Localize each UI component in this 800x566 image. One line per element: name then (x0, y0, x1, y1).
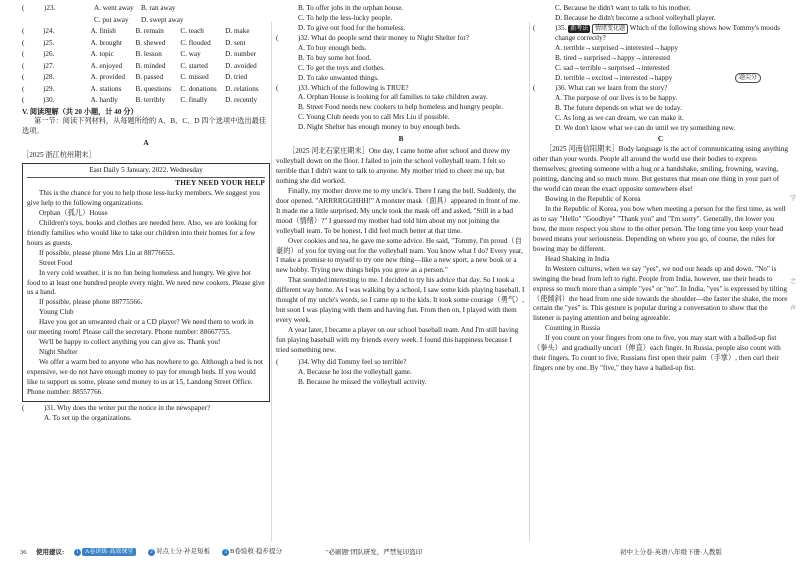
question-36 (533, 84, 788, 94)
cloze-option-d: D. sent (225, 38, 246, 47)
q32-option: D. To take unwanted things. (298, 73, 379, 82)
answer-blank[interactable]: ( (276, 33, 279, 42)
step-2 (148, 548, 210, 557)
answer-blank[interactable]: ( (22, 4, 25, 12)
passage-b-body (276, 147, 526, 356)
cloze-option-b: B. shewed (135, 38, 166, 47)
side-mark: 学 (790, 196, 797, 202)
notice-paragraph: We offer a warm bed to anyone who has nowhere to go. Although a bed is not expensive, we do not have enough money to pay for enough beds. If you would like to support us some, please send money to us at 15, Landong Street Office. Phone number: 88557766. (27, 358, 263, 396)
cloze-question-number: )30. (42, 96, 55, 104)
passage-b-label: B (398, 135, 404, 144)
cloze-option-a: A. stations (90, 84, 122, 93)
cloze-option-d: D. number (225, 50, 256, 58)
q33-option: A. Orphan House is looking for all families to take children away. (298, 93, 488, 102)
notice-body (27, 189, 265, 398)
answer-blank[interactable]: ( (22, 50, 25, 58)
question-32 (276, 34, 526, 44)
question-33 (276, 84, 526, 94)
notice-paragraph: In very cold weather, it is no fun being homeless and hungry. We give hot food to at least one hundred people every night. We need new cookers. Please give us a hand. (27, 268, 265, 297)
q33-option: B. Street Food needs new cookers to help homeless and hungry people. (298, 103, 504, 112)
answer-blank[interactable]: ( (22, 61, 25, 70)
section-heading: V. 阅读理解（共 20 小题，计 40 分） (22, 107, 138, 116)
cloze-option-c: C. missed (180, 73, 209, 81)
notice-org-title: Young Club (39, 308, 74, 317)
question-number: )35. (555, 23, 567, 32)
answer-blank[interactable]: ( (22, 96, 25, 104)
passage-c-paragraph: If you count on your fingers from one to five, you may start with a balled-up fist（拳头）and gradually uncurl（伸直）each finger. In Russia, people also count with their fingers. To count to five, Russians first open their palm（手掌）, then curl their fingers one by one. By "five," they have a balled-up fist. (533, 334, 781, 373)
answer-blank[interactable]: ( (276, 357, 279, 366)
cloze-option-d: D. swept away (141, 15, 184, 24)
new-method-tag: 新考法 (570, 25, 589, 32)
cloze-question-number: )25. (42, 38, 55, 47)
notice-paragraph: If possible, please phone 88775566. (39, 298, 143, 307)
notice-org-title: Orphan（孤儿）House (39, 208, 108, 217)
q34-option: D. Because he didn't become a school volleyball player. (555, 13, 716, 22)
cloze-question-number: )29. (42, 84, 55, 93)
cloze-option-d: D. avoided (225, 61, 257, 70)
step-1-label: A卷讲练·高效课堂 (82, 548, 136, 556)
answer-blank[interactable]: ( (533, 83, 536, 92)
column-divider (271, 22, 272, 542)
book-title: 初中上分卷·英语八年级下册·人教版 (620, 549, 722, 556)
q34-option: A. Because he lost the volleyball game. (298, 367, 412, 376)
q31-option: C. To help the less-lucky people. (298, 13, 393, 22)
cloze-option-d: D. make (225, 27, 250, 35)
cloze-option-c: C. finally (180, 96, 208, 104)
question-text: )33. Which of the following is TRUE? (298, 83, 409, 92)
q33-option: D. Night Shelter has enough money to buy enough beds. (298, 123, 461, 132)
q36-option: D. We don't know what we can do until we try something new. (555, 123, 736, 132)
cloze-question-number: )26. (42, 50, 55, 58)
q34-option: C. Because he didn't want to talk to his mother. (555, 4, 691, 12)
cloze-option-a: A. provided (90, 73, 126, 81)
q31-option-a: A. To set up the organizations. (44, 413, 132, 422)
passage-b-paragraph: A year later, I became a player on our school baseball team. And I'm still having fun playing baseball with my friends every week. I found this happiness because I tried something new. (276, 326, 519, 354)
step-1 (74, 548, 138, 556)
q35-option: B. tired→surprised→happy→interested (555, 54, 670, 63)
cloze-question-number: )24. (42, 27, 55, 35)
step-3 (222, 548, 282, 557)
cloze-row (22, 4, 270, 16)
question-text: )32. What do people send their money to Night Shelter for? (298, 33, 469, 42)
cloze-option-a: A. topic (90, 50, 114, 58)
passage-c-subheading: Bowing in the Republic of Korea (545, 195, 641, 204)
cloze-option-a: A. finish (90, 27, 116, 35)
cloze-option-c: C. donations (180, 84, 217, 93)
cloze-option-b: B. remain (135, 27, 164, 35)
notice-paragraph: Have you got an unwanted chair or a CD player? We need them to work in our meeting room! Please call the secretary. Phone number: 88667755. (27, 318, 254, 337)
notice-header: East Daily 5 January, 2022, Wednesday (27, 166, 265, 178)
notice-org-title: Night Shelter (39, 348, 78, 357)
question-31 (22, 404, 270, 414)
q31-option: B. To offer jobs in the orphan house. (298, 4, 404, 12)
cloze-option-d: D. recently (225, 96, 258, 104)
passage-a-source: ［2025 浙江杭州期末］ (22, 151, 96, 160)
step-1-icon: 1 (74, 549, 81, 556)
notice-org-title: Street Food (39, 258, 73, 267)
q33-options (276, 93, 526, 133)
section-instructions: 第一节：阅读下列材料，从每题所给的 A、B、C、D 四个选项中选出最佳选项。 (22, 117, 267, 136)
q36-option: B. The future depends on what we do today. (555, 103, 682, 112)
question-35 (533, 24, 788, 44)
q34-option: B. Because he missed the volleyball activity. (298, 377, 427, 386)
cloze-option-b: B. questions (135, 84, 172, 93)
usage-tip-label: 使用建议: (36, 549, 65, 556)
answer-blank[interactable]: ( (533, 23, 536, 32)
q31-options (276, 4, 526, 34)
page-number: 36 (20, 549, 27, 556)
answer-blank[interactable]: ( (22, 38, 25, 47)
passage-c-paragraph: In Western cultures, when we say "yes", we nod our heads up and down. "No" is swinging the head from left to right. People from India, however, use their heads to express so much more than a simple "yes" or "no". In India, "yes" is expressed by tilting（使倾斜）the head from one side towards the shoulder—the faster the shake, the more certain the "yes" is. This gesture is popular during a conversation to show that the listener is paying attention and being agreeable. (533, 264, 788, 323)
cloze-option-b: B. terribly (135, 96, 166, 104)
q35-option: D. terrible→excited→interested→happy (555, 73, 673, 82)
q32-option: C. To get the toys and clothes. (298, 63, 385, 72)
passage-a-label: A (143, 139, 149, 148)
q31-option: D. To give out food for the homeless. (298, 23, 406, 32)
notice-paragraph: Children's toys, books and clothes are needed here. Also, we are looking for friendly families who would like to take our children into their homes for a few hours as guests. (27, 218, 258, 247)
passage-c-subheading: Head Shaking in India (545, 254, 610, 263)
cloze-question-number: )23. (44, 4, 56, 12)
answer-blank[interactable]: ( (22, 73, 25, 81)
cloze-option-d: D. tried (225, 73, 248, 81)
cloze-option-c: C. teach (180, 27, 204, 35)
cloze-row (22, 96, 270, 108)
q32-option: B. To buy some hot food. (298, 53, 372, 62)
column-right (533, 4, 788, 374)
cloze-question-number: )27. (42, 61, 55, 70)
copyright-notice: "必刷题"团队研发，严禁复印盗印 (326, 549, 423, 556)
column-divider (529, 22, 530, 542)
notice-paragraph: This is the chance for you to help those less-lucky members. We suggest you give help to the following organizations. (27, 189, 260, 207)
question-text: )36. What can we learn from the story? (555, 83, 668, 92)
q33-option: C. Young Club needs you to call Mrs Liu if possible. (298, 113, 450, 122)
column-left (22, 4, 270, 424)
passage-b-paragraph: Finally, my mother drove me to my uncle's. There I rang the bell. Suddenly, the door opened. "ARRRRGGHHH!" A monster mask（面具）appeared in front of me. It made me a little surprised. My uncle took the mask off and asked, "Still in a bad mood（情绪）?" I guessed my mother had told him about my not joining the volleyball team. To be honest, I did feel much better at that time. (276, 186, 521, 235)
cloze-row (22, 39, 270, 51)
step-3-icon: 3 (222, 549, 229, 556)
side-mark: 之 (790, 279, 797, 285)
cloze-option-b: B. minded (135, 61, 166, 70)
cloze-option-c: C. put away (94, 15, 129, 24)
passage-c-body (533, 145, 788, 374)
question-34 (276, 358, 526, 368)
cloze-option-c: C. flooded (180, 38, 211, 47)
passage-b-paragraph: That sounded interesting to me. I decided to try his advice that day. So I took a different way home. As I was walking by a school, I saw some kids playing baseball. I thought of my uncle's words, so I came up to the kids. It took some courage（勇气）, but soon I was playing with them and having fun. From then on, I played with them every week. (276, 276, 525, 325)
passage-b-paragraph: ［2025 河北石家庄期末］One day, I came home after school and threw my volleyball down on the floor. I failed to join the school volleyball team. I felt so terrible that I didn't want to talk to anyone. My mother tried to cheer me up, but nothing she did worked. (276, 147, 511, 185)
cloze-option-c: C. started (180, 61, 208, 70)
cloze-option-b: B. lesson (135, 50, 162, 58)
step-2-label: 对点上分·补足短板 (156, 548, 211, 555)
q34-options-cont (533, 4, 788, 24)
answer-blank[interactable]: ( (22, 27, 25, 35)
q36-option: C. As long as we can dream, we can make it. (555, 113, 684, 122)
cloze-option-d: D. relations (225, 84, 259, 93)
answer-blank[interactable]: ( (276, 83, 279, 92)
cloze-option-c: C. way (180, 50, 201, 58)
notice-box (22, 163, 270, 402)
cloze-option-a: A. brought (90, 38, 122, 47)
step-2-icon: 2 (148, 549, 155, 556)
q36-options (533, 94, 788, 134)
cloze-option-b: B. passed (135, 73, 164, 81)
score-tag: 题尖分 (735, 73, 761, 83)
side-mark: 声 (790, 306, 797, 312)
passage-c-paragraph: ［2025 河南信阳期末］Body language is the act of communicating using anything other than your words. People all around the world use their bodies to express themselves; greeting someone with a hug or a handshake, smiling, frowning, waving, pointing, dancing and so much more. But gestures that mean one thing in your part of the world can mean the exact opposite somewhere else! (533, 145, 788, 194)
cloze-option-b: B. ran away (141, 4, 176, 12)
passage-c-paragraph: In the Republic of Korea, you bow when meeting a person for the first time, as well as to say "Hello" "Goodbye" "Thank you" and "I'm sorry". Generally, the lower you bow, the more respect you show to the other person. The long time you keep your head bowed means your seriousness. Depending on where you go, of course, the rules for bowing may be different. (533, 205, 786, 253)
cloze-row (22, 62, 270, 74)
notice-headline: THEY NEED YOUR HELP (175, 179, 265, 188)
step-3-label: B卷验收·稳步提分 (230, 548, 282, 555)
column-middle (276, 4, 526, 388)
q32-option: A. To buy enough beds. (298, 43, 367, 52)
cloze-option-a: A. went away (94, 4, 134, 12)
cloze-option-a: A. hardly (90, 96, 118, 104)
q34-options (276, 368, 526, 388)
passage-c-subheading: Counting in Russia (545, 324, 601, 333)
notice-paragraph: If possible, please phone Mrs Liu at 88776655. (39, 248, 175, 257)
page-footer (0, 546, 800, 564)
q32-options (276, 44, 526, 84)
passage-c-label: C (657, 134, 664, 143)
q35-option: A. terrible→surprised→interested→happy (555, 44, 678, 53)
cloze-row (22, 73, 270, 85)
cloze-question-number: )28. (42, 73, 55, 81)
notice-paragraph: We'll be happy to collect anything you can give us. Thank you! (39, 338, 221, 347)
answer-blank[interactable]: ( (22, 84, 25, 93)
cloze-row (22, 85, 270, 97)
question-text: Which of the following shows how Tommy's moods change correctly? (555, 23, 780, 43)
answer-blank[interactable]: ( (22, 403, 25, 412)
q36-option: A. The purpose of our lives is to be happy. (555, 93, 678, 102)
cloze-option-a: A. enjoyed (90, 61, 123, 70)
question-text: )34. Why did Tommy feel so terrible? (298, 357, 407, 366)
question-text: )31. Why does the writer put the notice in the newspaper? (44, 403, 211, 412)
cloze-options (22, 4, 270, 108)
cloze-row (22, 27, 270, 39)
cloze-row (22, 16, 270, 28)
mood-change-tag: 情绪变化题 (592, 24, 628, 34)
cloze-row (22, 50, 270, 62)
q35-option: C. sad→terrible→surprised→interested (555, 63, 670, 72)
passage-b-paragraph: Over cookies and tea, he gave me some advice. He said, "Tommy, I'm proud（自豪的）of you for trying out for the volleyball team. You know what I do? Every year, I make a promise to myself to try one new thing—like a new sport, a new book or a new hobby. Trying new things helps you grow as a person." (276, 236, 523, 275)
